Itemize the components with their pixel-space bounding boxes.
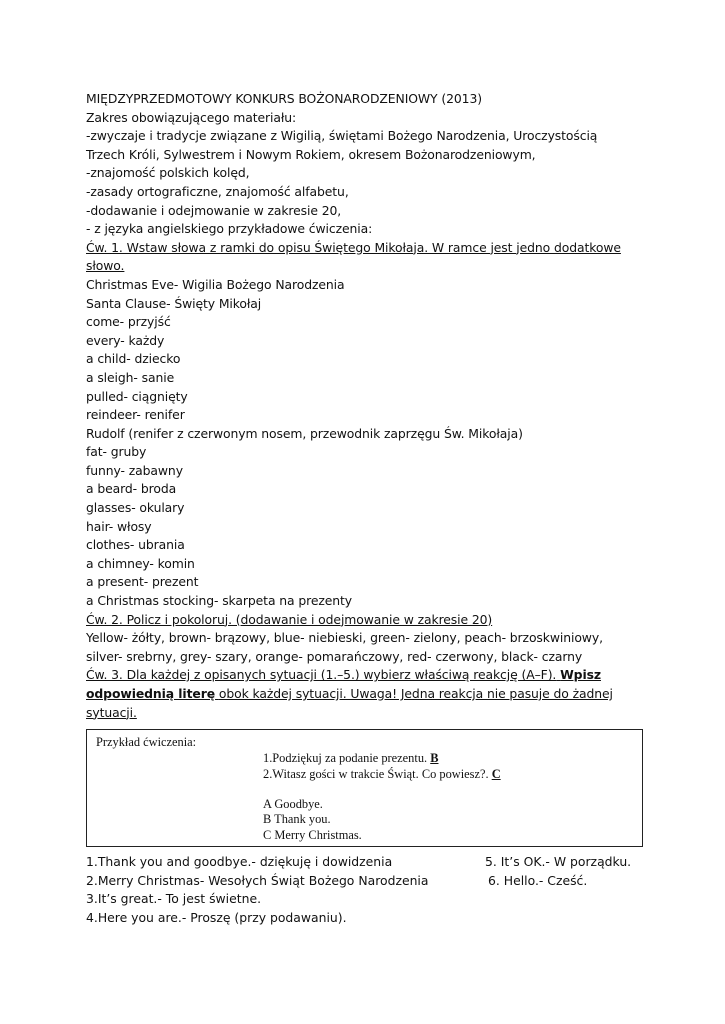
example-option-a: A Goodbye.	[263, 797, 323, 811]
phrase-item: 3.It’s great.- To jest świetne.	[86, 891, 262, 907]
document-body	[86, 90, 636, 722]
vocab-item: a chimney- komin	[86, 555, 195, 571]
example-box	[86, 729, 643, 847]
scope-line: -zasady ortograficzne, znajomość alfabetu,	[86, 183, 349, 199]
document-title: MIĘDZYPRZEDMOTOWY KONKURS BOŻONARODZENIOWY (2013)	[86, 91, 482, 106]
phrase-item: 1.Thank you and goodbye.- dziękuję i dowidzenia	[86, 854, 393, 869]
scope-line: Trzech Króli, Sylwestrem i Nowym Rokiem, okresem Bożonarodzeniowym,	[86, 146, 536, 162]
vocab-item: a present- prezent	[86, 574, 199, 590]
example-question-2	[263, 767, 501, 783]
scope-line: -zwyczaje i tradycje związane z Wigilią, świętami Bożego Narodzenia, Uroczystością	[86, 128, 598, 144]
phrase-item: 5. It’s OK.- W porządku.	[485, 854, 632, 869]
exercise2-heading: Ćw. 2. Policz i pokoloruj. (dodawanie i odejmowanie w zakresie 20)	[86, 611, 493, 627]
phrase-row	[86, 909, 646, 928]
example-answer: C	[491, 767, 501, 781]
vocab-item: hair- włosy	[86, 518, 152, 534]
phrase-row	[86, 890, 646, 909]
example-question-text: 1.Podziękuj za podanie prezentu.	[263, 751, 428, 765]
vocab-item: clothes- ubrania	[86, 537, 185, 553]
vocab-item: Santa Clause- Święty Mikołaj	[86, 295, 262, 311]
example-question-text: 2.Witasz gości w trakcie Świąt. Co powiesz?.	[263, 767, 489, 781]
example-answer: B	[430, 751, 439, 765]
vocab-item: a Christmas stocking- skarpeta na prezenty	[86, 593, 353, 609]
vocab-item: glasses- okulary	[86, 500, 185, 516]
scope-line: - z języka angielskiego przykładowe ćwiczenia:	[86, 221, 373, 237]
vocab-item: pulled- ciągnięty	[86, 388, 188, 404]
phrase-row	[86, 853, 646, 872]
phrase-item: 6. Hello.- Cześć.	[488, 872, 588, 888]
exercise1-heading-cont: słowo.	[86, 258, 125, 274]
vocab-item: fat- gruby	[86, 444, 147, 460]
exercise1-heading: Ćw. 1. Wstaw słowa z ramki do opisu Świętego Mikołaja. W ramce jest jedno dodatkowe	[86, 239, 621, 255]
vocab-item: Christmas Eve- Wigilia Bożego Narodzenia	[86, 276, 345, 292]
phrases-section	[86, 853, 646, 927]
vocab-item: reindeer- renifer	[86, 407, 185, 423]
colors-line: silver- srebrny, grey- szary, orange- pomarańczowy, red- czerwony, black- czarny	[86, 648, 583, 664]
vocab-item: Rudolf (renifer z czerwonym nosem, przewodnik zaprzęgu Św. Mikołaja)	[86, 425, 523, 441]
example-option-b: B Thank you.	[263, 812, 331, 826]
colors-line: Yellow- żółty, brown- brązowy, blue- niebieski, green- zielony, peach- brzoskwiniowy,	[86, 630, 603, 646]
exercise3-text: Ćw. 3. Dla każdej z opisanych sytuacji (1.–5.) wybierz właściwą reakcję (A–F).	[86, 667, 557, 683]
phrase-item: 2.Merry Christmas- Wesołych Świąt Bożego Narodzenia	[86, 872, 429, 888]
vocab-item: a sleigh- sanie	[86, 369, 175, 385]
exercise3-text-cont: obok każdej sytuacji. Uwaga! Jedna reakcja nie pasuje do żadnej sytuacji.	[86, 686, 613, 720]
phrase-item: 4.Here you are.- Proszę (przy podawaniu).	[86, 909, 347, 925]
scope-line: -znajomość polskich kolęd,	[86, 165, 250, 181]
example-option-c: C Merry Christmas.	[263, 828, 362, 842]
scope-line: -dodawanie i odejmowanie w zakresie 20,	[86, 202, 342, 218]
vocab-item: a beard- broda	[86, 481, 177, 497]
vocab-item: funny- zabawny	[86, 462, 183, 478]
exercise3-instructions	[86, 666, 636, 722]
scope-heading: Zakres obowiązującego materiału:	[86, 109, 297, 125]
phrase-row	[86, 872, 646, 891]
exercise3-emphasis: Wpisz odpowiednią literę	[86, 667, 601, 701]
vocab-item: come- przyjść	[86, 314, 171, 330]
vocab-item: every- każdy	[86, 332, 165, 348]
example-question-1	[263, 751, 439, 767]
vocab-item: a child- dziecko	[86, 351, 181, 367]
example-label: Przykład ćwiczenia:	[96, 735, 197, 749]
